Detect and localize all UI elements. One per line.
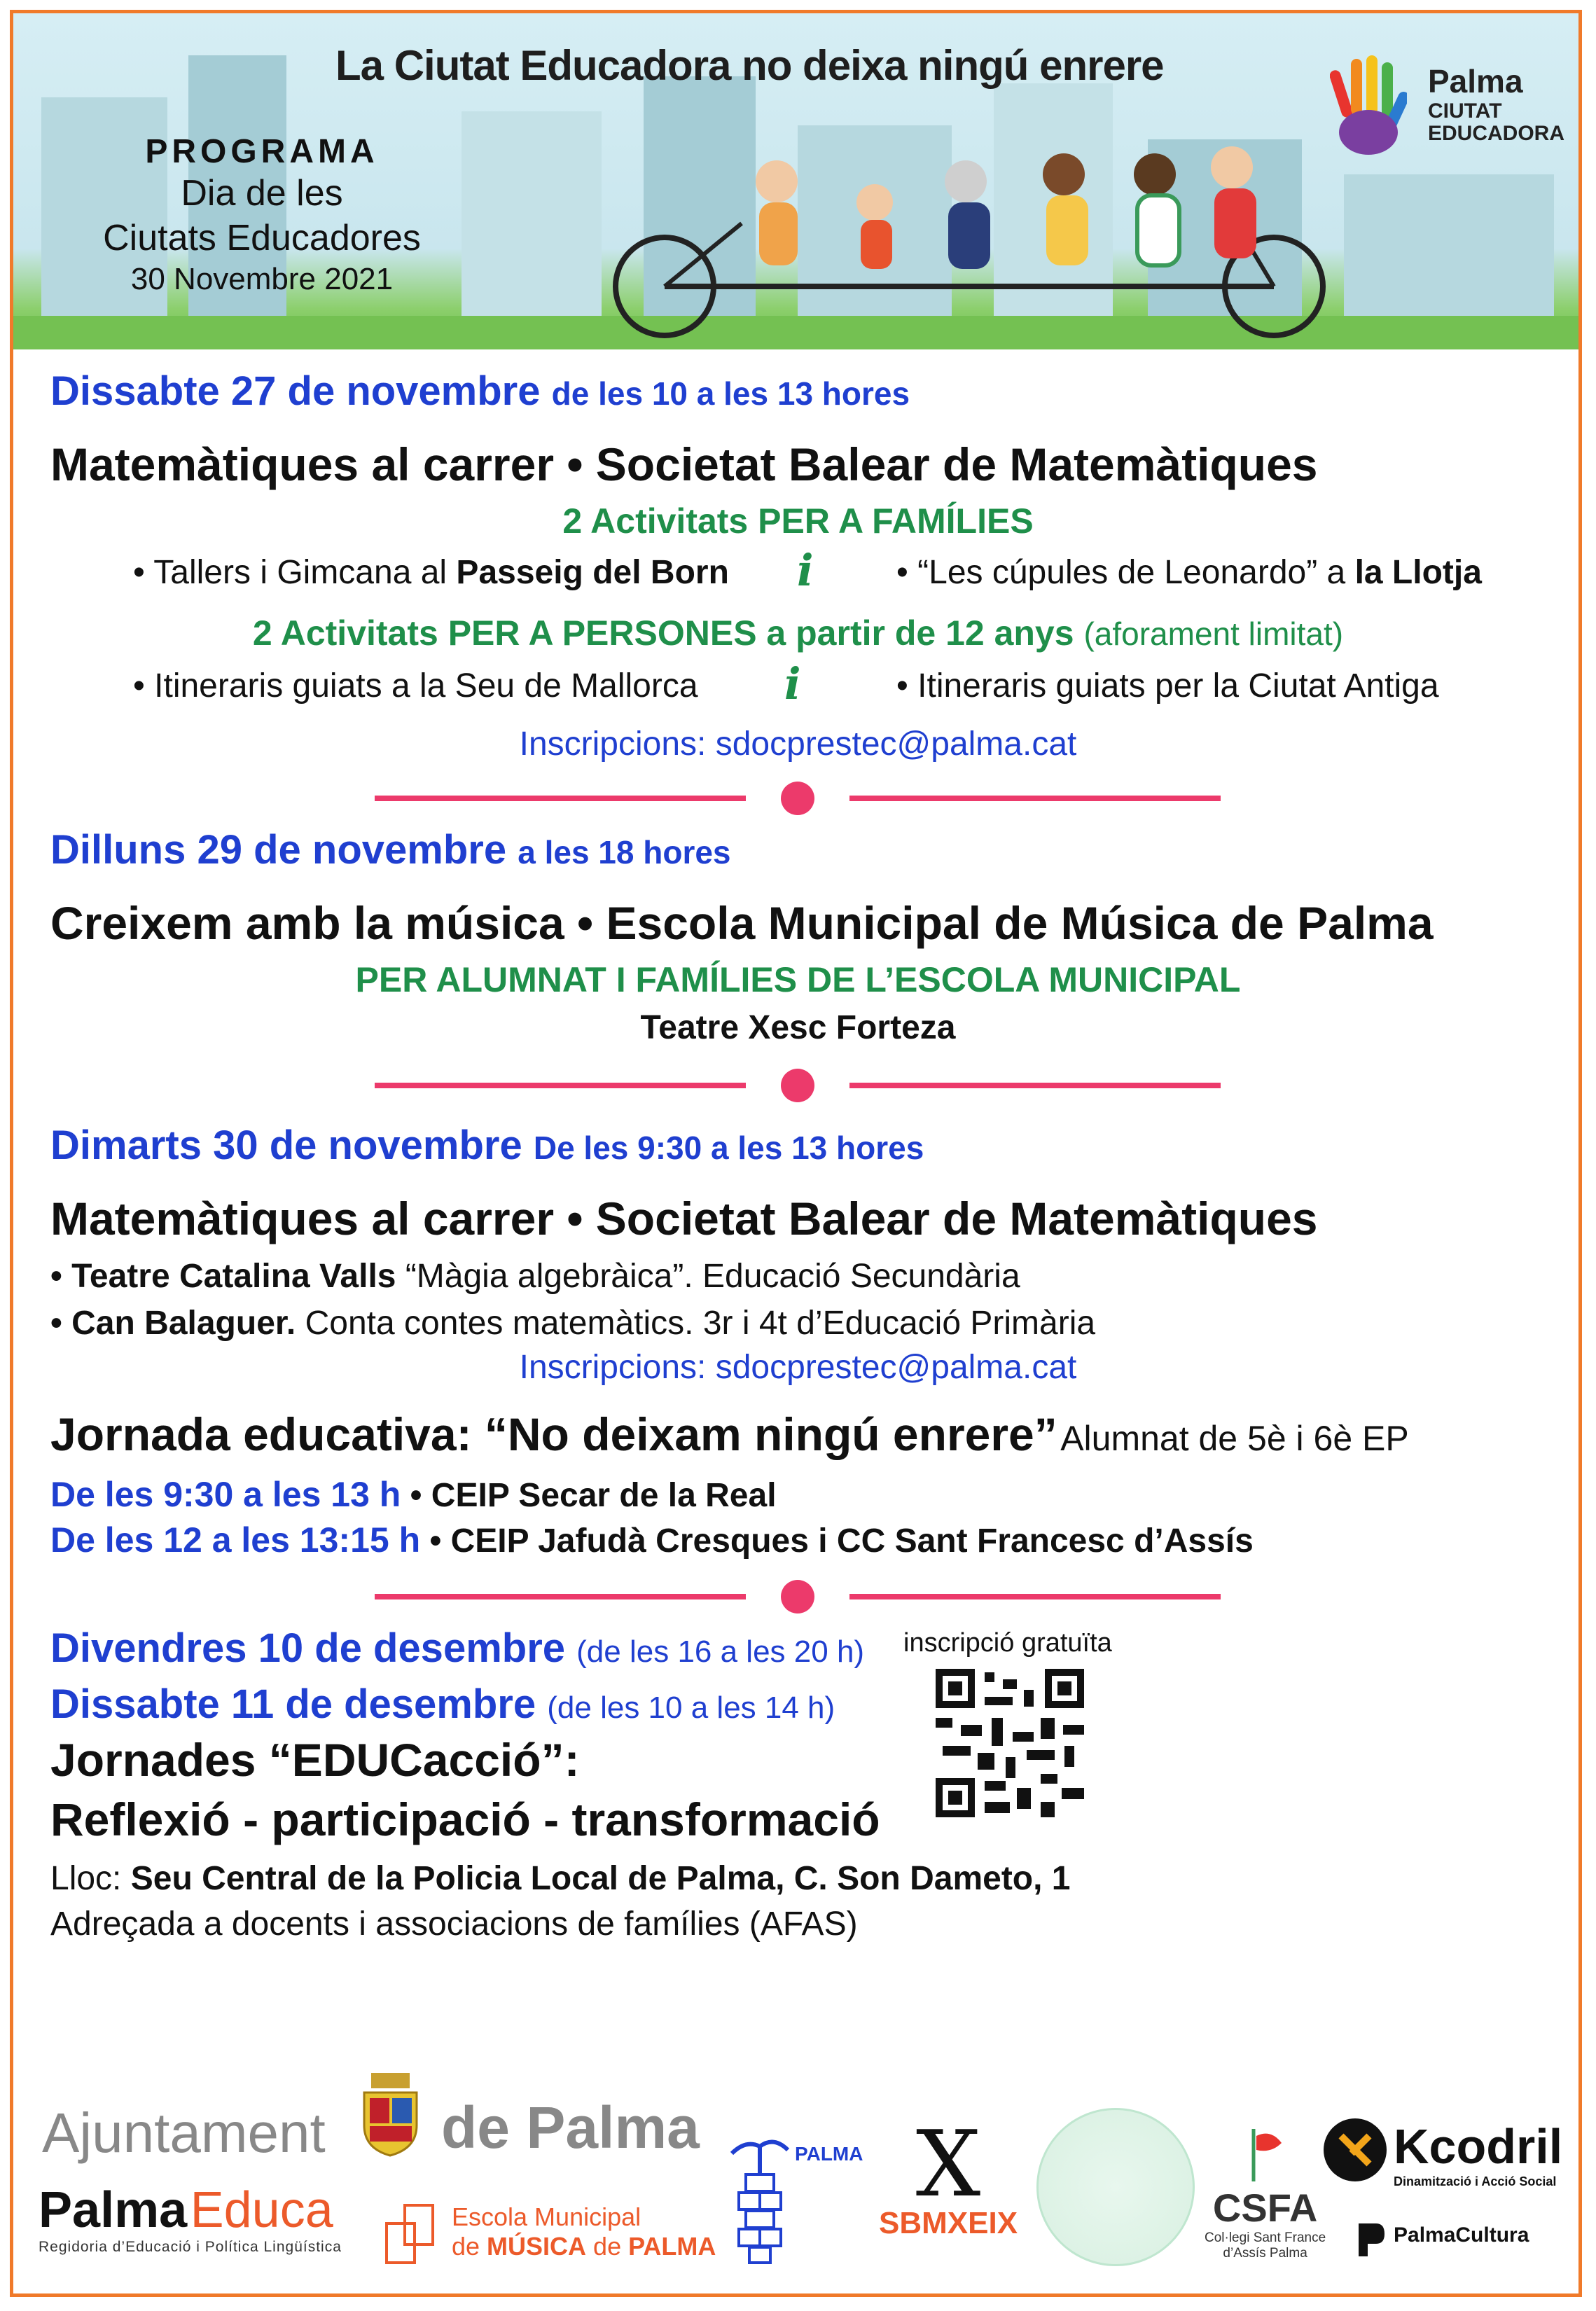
banner-title: La Ciutat Educadora no deixa ningú enrere (335, 42, 1164, 89)
section2-title: Creixem amb la música • Escola Municipal de Música de Palma (50, 897, 1434, 949)
registration-qr-code[interactable] (936, 1669, 1084, 1817)
section3-date: Dimarts 30 de novembre De les 9:30 a les 13 hores (50, 1123, 924, 1168)
section3-inscriptions[interactable]: Inscripcions: sdocprestec@palma.cat (519, 1349, 1077, 1386)
section3-item2: • Can Balaguer. Conta contes matemàtics. 3r i 4t d’Educació Primària (50, 1305, 1096, 1342)
section1-family-activity-right: • “Les cúpules de Leonardo” a la Llotja (896, 554, 1482, 591)
section3-slot1: De les 9:30 a les 13 h • CEIP Secar de la Real (50, 1475, 777, 1514)
palma-ciutat-educadora-logo: Palma CIUTAT EDUCADORA (1428, 63, 1564, 145)
section1-date: Dissabte 27 de novembre de les 10 a les 13 hores (50, 368, 910, 414)
program-label: PROGRAMA (145, 133, 379, 170)
section1-families-heading: 2 Activitats PER A FAMÍLIES (562, 501, 1034, 541)
de-palma-logo-text: de Palma (441, 2095, 700, 2160)
separator-dot (781, 782, 814, 815)
csfa-logo-icon (1240, 2122, 1296, 2185)
program-line1: Dia de les (181, 173, 343, 214)
section4-place: Lloc: Seu Central de la Policia Local de Palma, C. Son Dameto, 1 (50, 1860, 1071, 1897)
section3-item1: • Teatre Catalina Valls “Màgia algebràica”. Educació Secundària (50, 1258, 1020, 1295)
program-line2: Ciutats Educadores (103, 218, 421, 258)
section4-free-registration: inscripció gratuïta (903, 1628, 1112, 1658)
section4-title1: Jornades “EDUCacció”: (50, 1734, 580, 1786)
escola-musica-logo: Escola Municipal de MÚSICA de PALMA (452, 2202, 716, 2261)
separator-dot (781, 1580, 814, 1613)
section1-persons-heading: 2 Activitats PER A PERSONES a partir de 12 anys (aforament limitat) (252, 613, 1344, 653)
section1-person-activity-left: • Itineraris guiats a la Seu de Mallorca (133, 667, 698, 705)
section1-title: Matemàtiques al carrer • Societat Balear de Matemàtiques (50, 438, 1318, 490)
tandem-bike-illustration (602, 118, 1358, 342)
section2-date: Dilluns 29 de novembre a les 18 hores (50, 827, 731, 873)
section3-slot2: De les 12 a les 13:15 h • CEIP Jafudà Cresques i CC Sant Francesc d’Assís (50, 1520, 1254, 1560)
separator-line (375, 1594, 746, 1599)
sbmxeix-logo: X SBMXEIX (879, 2111, 1018, 2240)
kcodril-logo-icon (1320, 2115, 1390, 2185)
section1-person-activity-right: • Itineraris guiats per la Ciutat Antiga (896, 667, 1439, 705)
separator-line (849, 796, 1221, 801)
palma-coat-of-arms-icon (357, 2073, 424, 2157)
program-box (90, 132, 433, 297)
program-date: 30 Novembre 2021 (130, 262, 394, 296)
section4-date2: Dissabte 11 de desembre (de les 10 a les 14 h) (50, 1681, 835, 1727)
palma-infancia-text: PALMA (795, 2143, 863, 2165)
separator-dot (781, 1069, 814, 1102)
section4-title2: Reflexió - participació - transformació (50, 1793, 880, 1845)
section1-conjunction: i (797, 545, 814, 596)
palmacultura-logo: PalmaCultura (1394, 2223, 1529, 2247)
ceip-jafuda-cresques-logo (1036, 2108, 1195, 2266)
palma-hand-logo-icon (1330, 55, 1407, 160)
escola-musica-logo-icon (384, 2202, 447, 2265)
section4-date1: Divendres 10 de desembre (de les 16 a les 20 h) (50, 1625, 865, 1671)
section2-audience: PER ALUMNAT I FAMÍLIES DE L’ESCOLA MUNICIPAL (355, 960, 1241, 999)
section1-family-activity-left: • Tallers i Gimcana al Passeig del Born (133, 554, 729, 591)
separator-line (849, 1083, 1221, 1088)
separator-line (849, 1594, 1221, 1599)
header-banner (13, 13, 1578, 349)
section4-audience: Adreçada a docents i associacions de famílies (AFAS) (50, 1906, 858, 1943)
ajuntament-logo-text: Ajuntament (42, 2102, 326, 2164)
section3-jornada: Jornada educativa: “No deixam ningú enrere” Alumnat de 5è i 6è EP (50, 1408, 1409, 1460)
kcodril-logo: Kcodril Dinamització i Acció Social (1394, 2119, 1563, 2188)
separator-line (375, 1083, 746, 1088)
separator-line (375, 796, 746, 801)
section1-inscriptions[interactable]: Inscripcions: sdocprestec@palma.cat (519, 726, 1077, 763)
building-illustration (462, 111, 602, 349)
csfa-logo: CSFA Col·legi Sant France d’Assís Palma (1205, 2186, 1326, 2261)
section3-title: Matemàtiques al carrer • Societat Balear de Matemàtiques (50, 1193, 1318, 1244)
palma-educa-logo: Palma Educa Regidoria d’Educació i Política Lingüística (39, 2182, 342, 2255)
section1-conjunction-2: i (784, 658, 801, 709)
palmacultura-logo-icon (1355, 2220, 1387, 2258)
section2-venue: Teatre Xesc Forteza (640, 1009, 956, 1046)
